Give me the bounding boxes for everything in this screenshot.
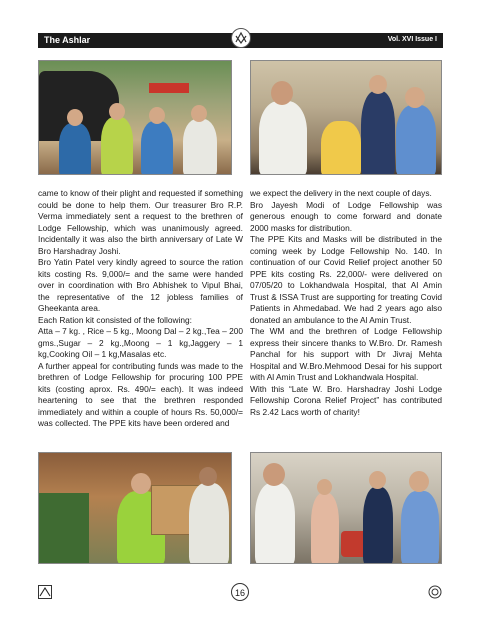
paragraph: The WM and the brethren of Lodge Fellowship express their sincere thanks to W.Bro. Dr. Ramesh Panchal for his support with Dr Jivraj Mehta Hospital and W.Bro.Mehmood Desai for his support with Al Amin Trust and Lokhandwala Hospital. (250, 326, 442, 382)
right-article-column (250, 188, 442, 418)
paragraph: Bro Jayesh Modi of Lodge Fellowship was generous enough to come forward and donate 2000 masks for distribution. (250, 199, 442, 233)
page-number: 16 (231, 583, 249, 601)
masonic-emblem-icon (231, 28, 251, 48)
photo-ration-kits-handover (38, 60, 232, 175)
masonic-square-compass-icon (38, 585, 52, 599)
issue-label: Vol. XVI Issue I (387, 36, 437, 43)
magazine-title: The Ashlar (44, 35, 91, 45)
photo-ppe-kits-indoor (250, 60, 442, 175)
photo-box-delivery (38, 452, 232, 564)
lodge-seal-icon (428, 585, 442, 599)
photo-hospital-handover (250, 452, 442, 564)
paragraph: we expect the delivery in the next couple of days. (250, 188, 432, 198)
paragraph: A further appeal for contributing funds was made to the brethren of Lodge Fellowship for procuring 100 PPE kits (costing aprox. Rs. 490/= each). It was indeed heartening to see that the brethren responded immediately and within a couple of hours Rs. 50,000/= was collected. The PPE kits have been ordered and (38, 360, 243, 428)
paragraph: came to know of their plight and requested if something could be done to help them. Our treasurer Bro R.P. Verma immediately sent a request to the brethren of Lodge Fellowship, which was unanimously agreed. Incidentally it was also the birth anniversary of Late W Bro Harshadray Joshi. (38, 188, 243, 256)
paragraph: Bro Yatin Patel very kindly agreed to source the ration kits costing Rs. 9,000/= and the same were handed over in coordination with Bro Abhishek to Vipul Bhai, the representative of the 12 jobless families of Gheekanta area. (38, 257, 243, 313)
paragraph: The PPE Kits and Masks will be distributed in the coming week by Lodge Fellowship No. 140. In continuation of our Covid Relief project another 50 PPE kits costing Rs. 22,000/- were delivered on 07/05/20 to Lokhandwala Hospital, that Al Amin Trust & ISSA Trust are supporting for treating Covid Patients in Ahmedabad. We had 2 years ago also donated an ambulance to the Al Amin Trust. (250, 234, 442, 325)
paragraph: Each Ration kit consisted of the following: (38, 314, 192, 325)
paragraph: With this “Late W. Bro. Harshadray Joshi Lodge Fellowship Corona Relief Project” has contributed Rs 2.42 Lacs worth of charity! (250, 383, 442, 417)
left-article-column (38, 188, 243, 430)
paragraph: Atta – 7 kg. , Rice – 5 kg., Moong Dal – 2 kg.,Tea – 200 gms.,Sugar – 2 kg.,Moong – 1 kg,Jaggery – 1 kg,Cooking Oil – 1 kg,Masalas etc. (38, 326, 243, 359)
